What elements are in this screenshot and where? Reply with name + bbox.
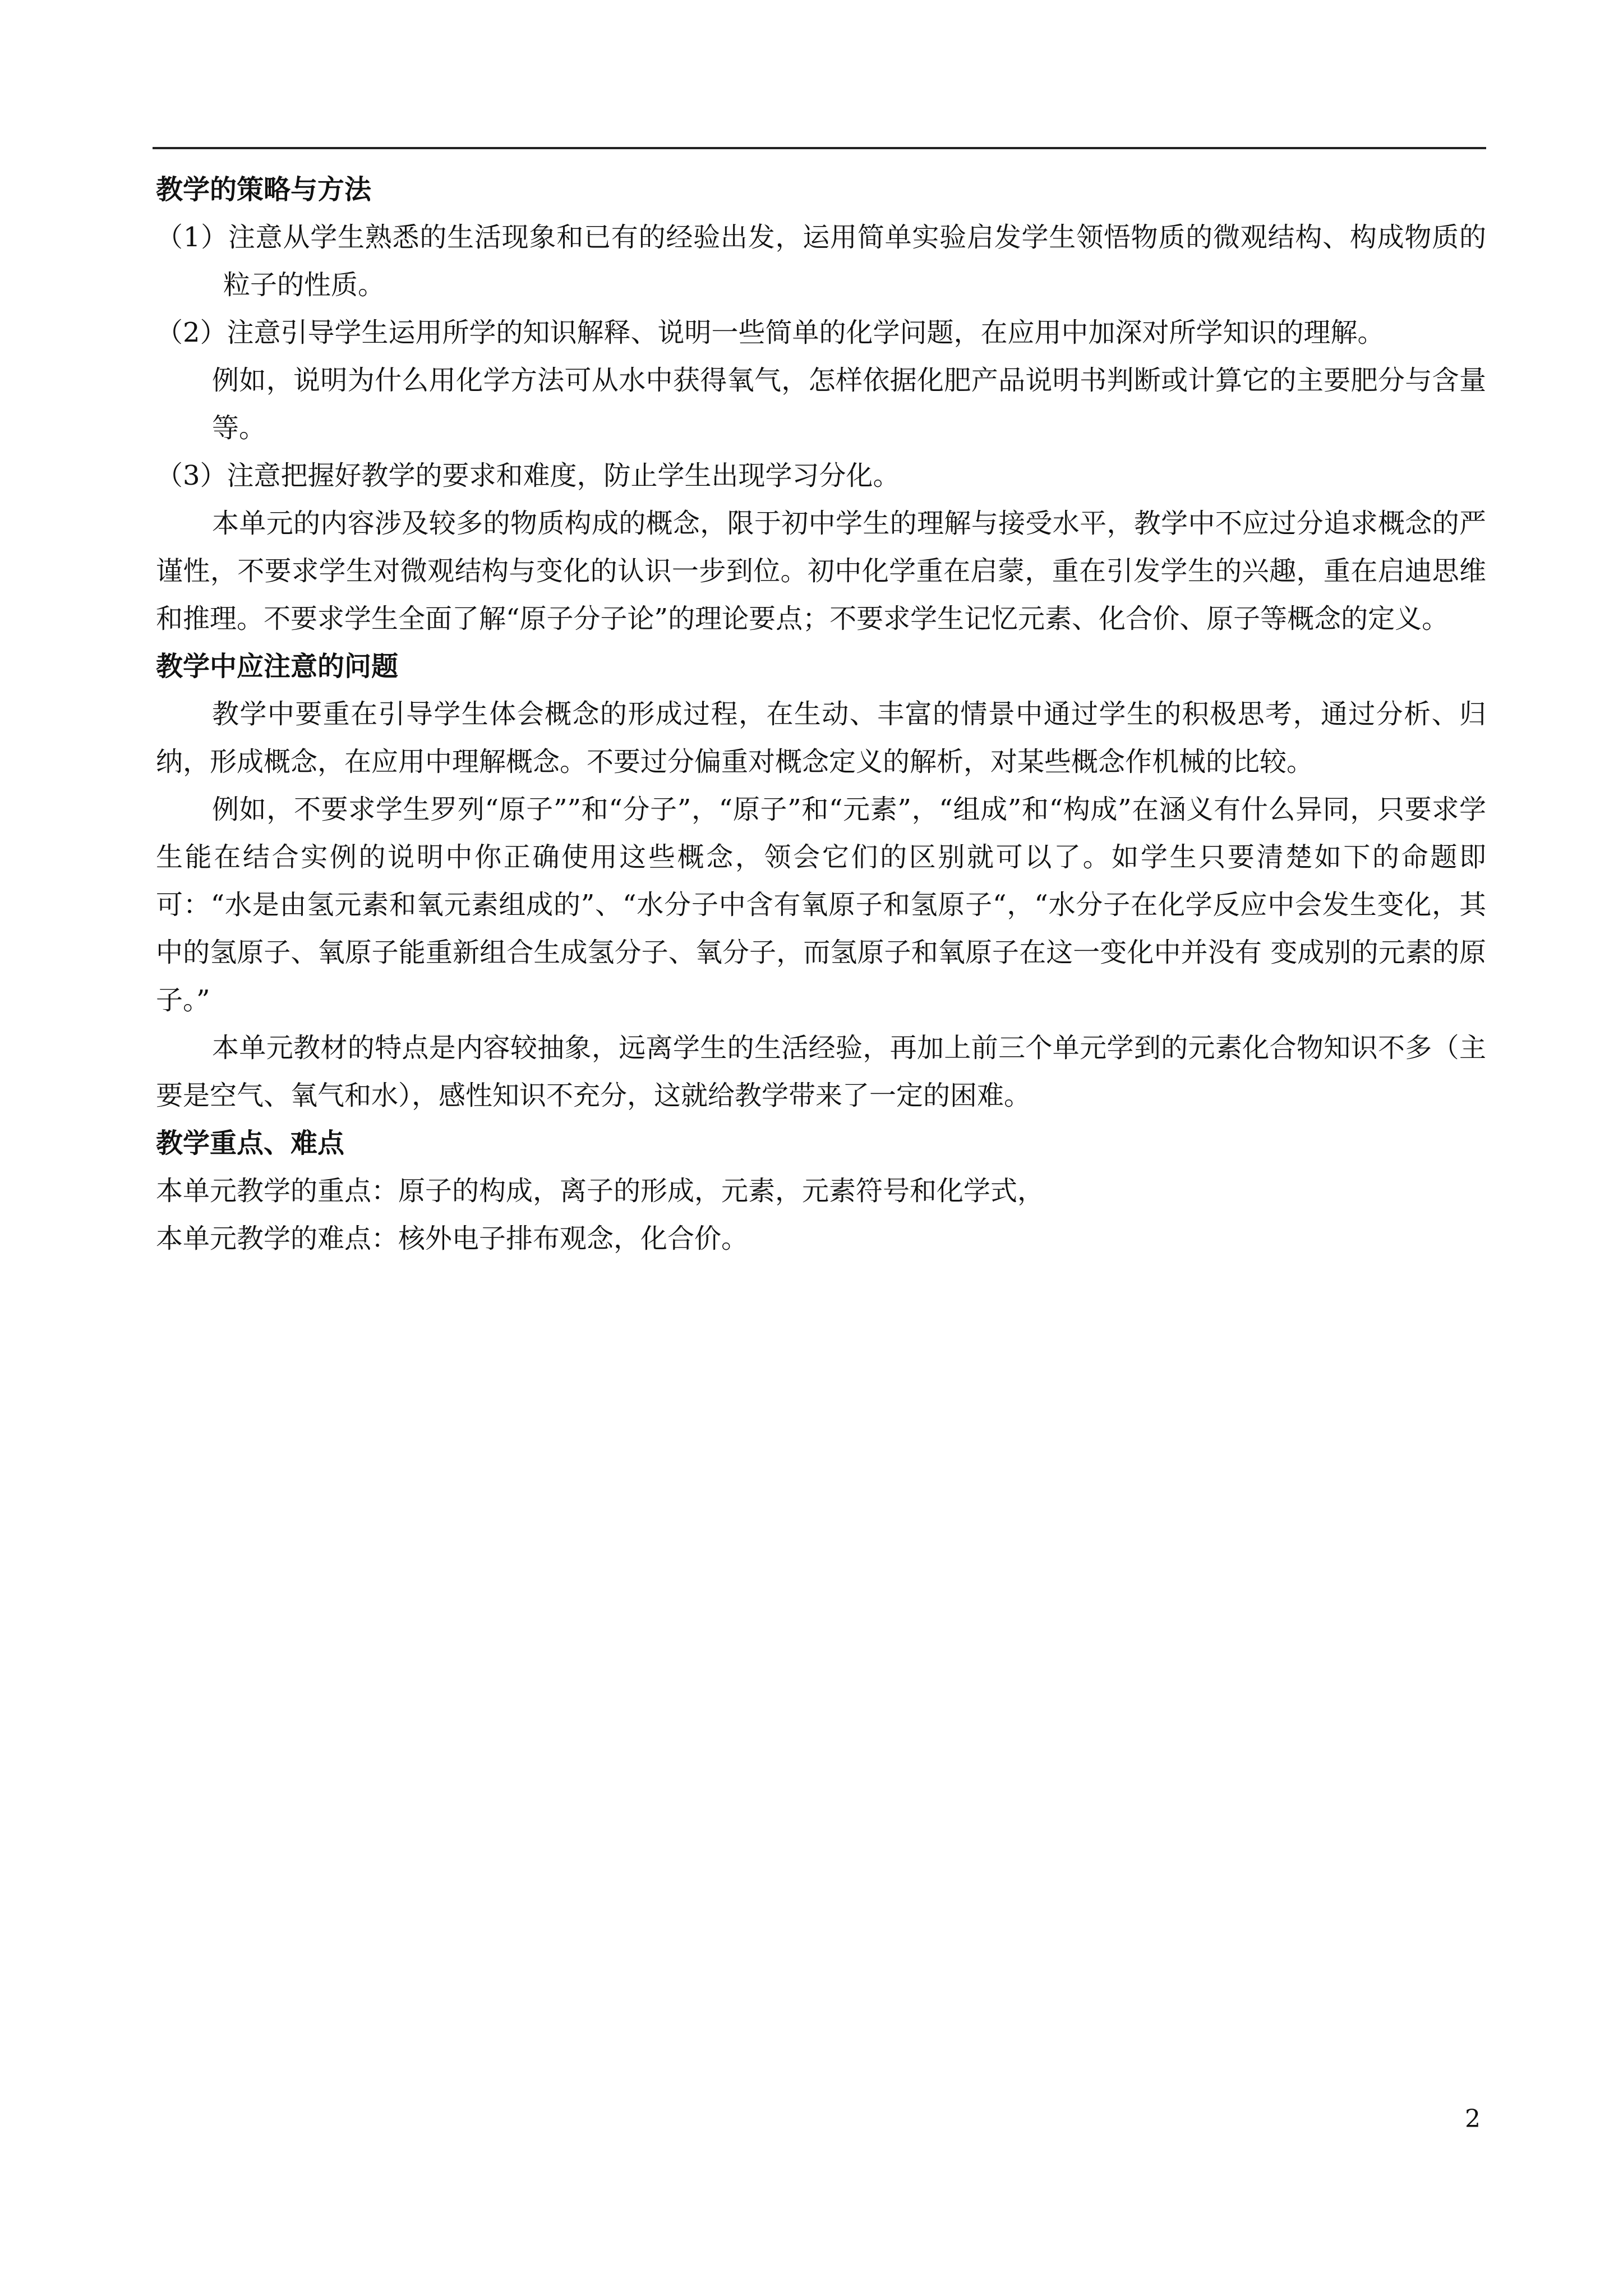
section-heading-issues: 教学中应注意的问题	[156, 651, 399, 682]
issues-paragraph-3: 本单元教材的特点是内容较抽象，远离学生的生活经验，再加上前三个单元学到的元素化合物知识不多（主要是空气、氧气和水），感性知识不充分，这就给教学带来了一定的困难。	[156, 1032, 1486, 1111]
strategy-item-2-text: （2）注意引导学生运用所学的知识解释、说明一些简单的化学问题，在应用中加深对所学知识的理解。	[156, 317, 1385, 348]
key-points-line: 本单元教学的重点：原子的构成，离子的形成，元素，元素符号和化学式，	[156, 1175, 1045, 1207]
header-rule	[153, 147, 1486, 149]
strategy-item-1: （1）注意从学生熟悉的生活现象和已有的经验出发，运用简单实验启发学生领悟物质的微观结构、构成物质的粒子的性质。	[156, 222, 1486, 301]
difficulties-line: 本单元教学的难点：核外电子排布观念，化合价。	[156, 1223, 749, 1254]
strategy-item-2-example: 例如，说明为什么用化学方法可从水中获得氧气，怎样依据化肥产品说明书判断或计算它的主要肥分与含量等。	[212, 365, 1486, 444]
strategy-item-2	[156, 309, 1486, 452]
issues-paragraph-2: 例如，不要求学生罗列“原子””和“分子”，“原子”和“元素”，“组成”和“构成”在涵义有什么异同，只要求学生能在结合实例的说明中你正确使用这些概念，领会它们的区别就可以了。如学生只要清楚如下的命题即可：“水是由氢元素和氧元素组成的”、“水分子中含有氧原子和氢原子“，“水分子在化学反应中会发生变化，其中的氢原子、氧原子能重新组合生成氢分子、氧分子，而氢原子和氧原子在这一变化中并没有 变成别的元素的原子。”	[156, 794, 1486, 1016]
section-heading-strategies: 教学的策略与方法	[156, 174, 372, 205]
document-body	[156, 166, 1486, 1263]
strategy-item-3: （3）注意把握好教学的要求和难度，防止学生出现学习分化。	[156, 460, 900, 491]
issues-paragraph-1: 教学中要重在引导学生体会概念的形成过程，在生动、丰富的情景中通过学生的积极思考，通过分析、归纳，形成概念，在应用中理解概念。不要过分偏重对概念定义的解析，对某些概念作机械的比较。	[156, 698, 1486, 777]
section-heading-key-points: 教学重点、难点	[156, 1128, 345, 1159]
page-number: 2	[1465, 2105, 1481, 2133]
strategy-paragraph: 本单元的内容涉及较多的物质构成的概念，限于初中学生的理解与接受水平，教学中不应过分追求概念的严谨性，不要求学生对微观结构与变化的认识一步到位。初中化学重在启蒙，重在引发学生的兴趣，重在启迪思维和推理。不要求学生全面了解“原子分子论”的理论要点；不要求学生记忆元素、化合价、原子等概念的定义。	[156, 508, 1486, 634]
